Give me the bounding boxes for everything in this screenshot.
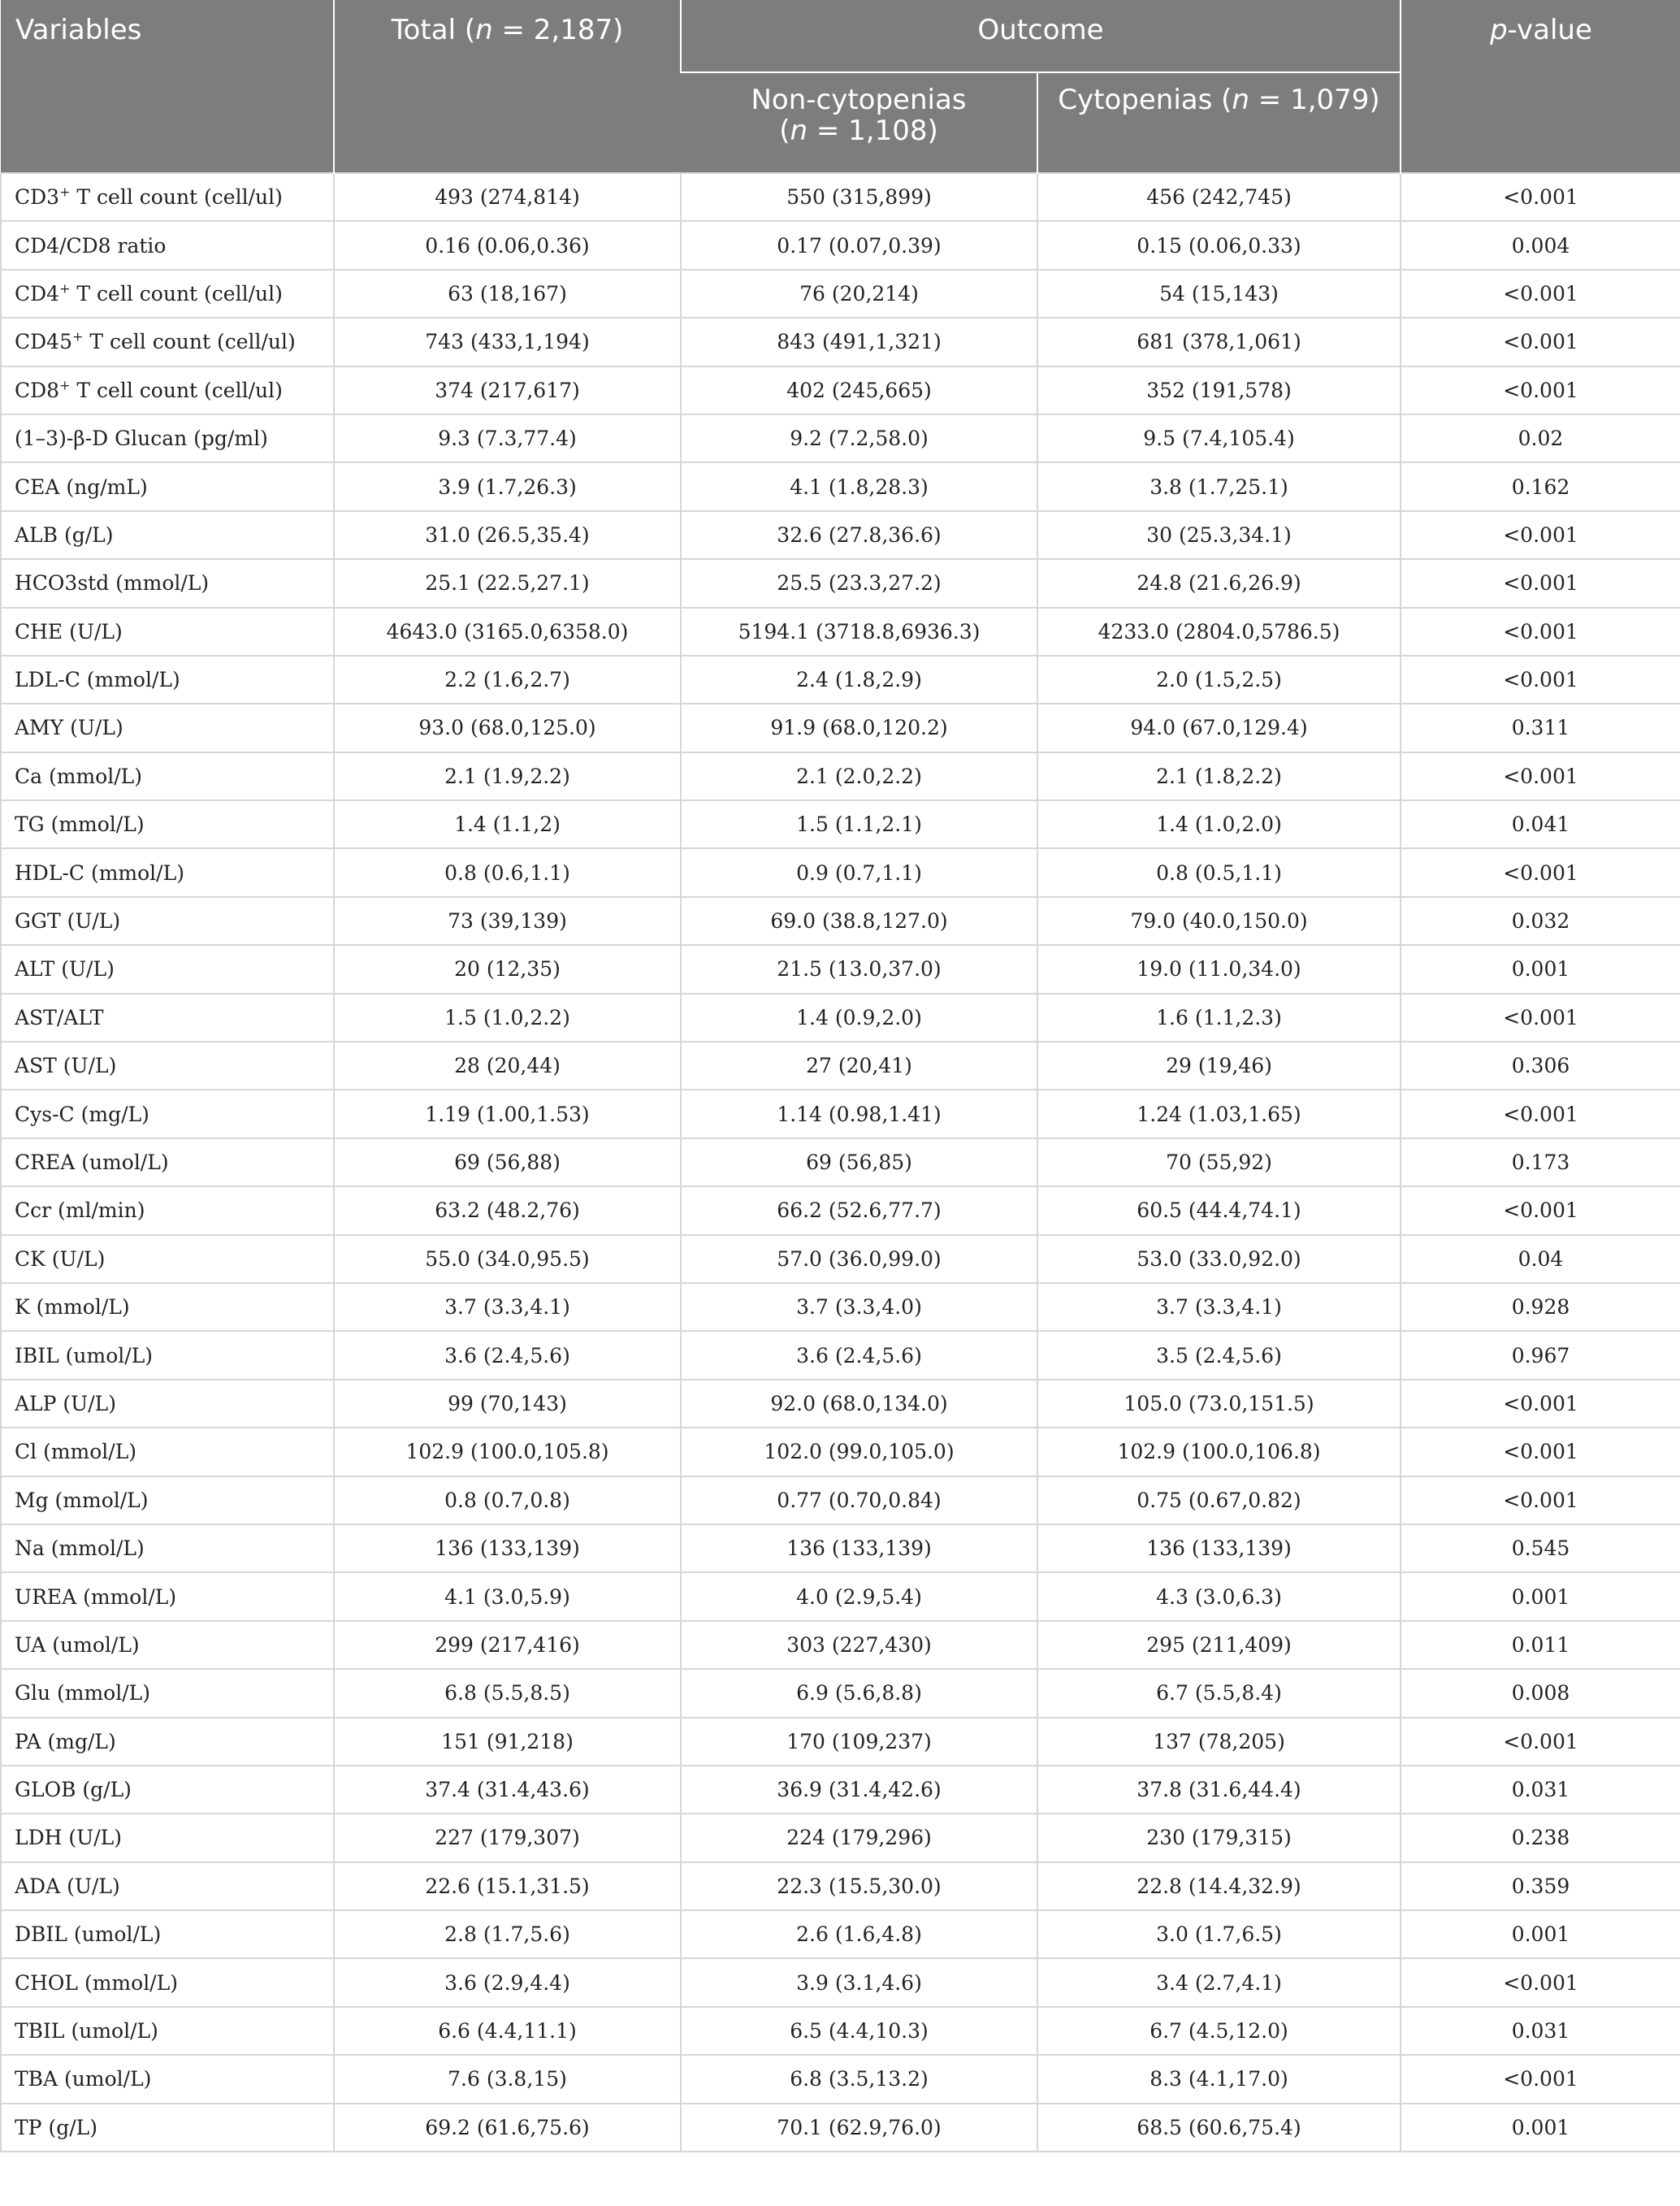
cell-total: 136 (133,139): [334, 1524, 681, 1572]
cell-pvalue: <0.001: [1401, 559, 1680, 607]
cell-cytopenias: 0.8 (0.5,1.1): [1037, 848, 1401, 896]
table-row: [1, 221, 1680, 269]
cell-variable: CD4+ T cell count (cell/ul): [1, 270, 334, 318]
cell-cytopenias: 1.4 (1.0,2.0): [1037, 800, 1401, 848]
cell-total: 102.9 (100.0,105.8): [334, 1428, 681, 1476]
header-outcome: Outcome: [681, 0, 1401, 72]
cell-variable: UA (umol/L): [1, 1621, 334, 1669]
table-row: [1, 1524, 1680, 1572]
cell-non-cytopenias: 2.6 (1.6,4.8): [681, 1910, 1037, 1958]
table-body: [1, 173, 1680, 2152]
cell-non-cytopenias: 6.5 (4.4,10.3): [681, 2007, 1037, 2055]
cell-non-cytopenias: 0.77 (0.70,0.84): [681, 1476, 1037, 1524]
cell-variable: ALT (U/L): [1, 945, 334, 993]
cell-non-cytopenias: 91.9 (68.0,120.2): [681, 704, 1037, 752]
cell-pvalue: 0.001: [1401, 1910, 1680, 1958]
cell-variable: CHE (U/L): [1, 608, 334, 656]
table-row: [1, 2007, 1680, 2055]
cell-total: 1.5 (1.0,2.2): [334, 994, 681, 1042]
cell-pvalue: 0.031: [1401, 1766, 1680, 1814]
cell-total: 9.3 (7.3,77.4): [334, 414, 681, 462]
cell-variable: UREA (mmol/L): [1, 1572, 334, 1620]
cell-cytopenias: 3.5 (2.4,5.6): [1037, 1331, 1401, 1379]
cell-cytopenias: 295 (211,409): [1037, 1621, 1401, 1669]
cell-cytopenias: 19.0 (11.0,34.0): [1037, 945, 1401, 993]
cell-non-cytopenias: 6.8 (3.5,13.2): [681, 2055, 1037, 2103]
cell-non-cytopenias: 3.9 (3.1,4.6): [681, 1958, 1037, 2006]
cell-variable: LDH (U/L): [1, 1814, 334, 1861]
cell-cytopenias: 102.9 (100.0,106.8): [1037, 1428, 1401, 1476]
cell-pvalue: 0.928: [1401, 1283, 1680, 1331]
cell-pvalue: <0.001: [1401, 1186, 1680, 1234]
cell-variable: GLOB (g/L): [1, 1766, 334, 1814]
cell-pvalue: <0.001: [1401, 1428, 1680, 1476]
table-row: [1, 656, 1680, 704]
cell-pvalue: 0.041: [1401, 800, 1680, 848]
cell-cytopenias: 136 (133,139): [1037, 1524, 1401, 1572]
cell-cytopenias: 1.24 (1.03,1.65): [1037, 1090, 1401, 1138]
cell-non-cytopenias: 6.9 (5.6,8.8): [681, 1669, 1037, 1717]
cell-non-cytopenias: 22.3 (15.5,30.0): [681, 1862, 1037, 1910]
cell-pvalue: 0.004: [1401, 221, 1680, 269]
cell-non-cytopenias: 5194.1 (3718.8,6936.3): [681, 608, 1037, 656]
cell-total: 2.8 (1.7,5.6): [334, 1910, 681, 1958]
cell-cytopenias: 0.75 (0.67,0.82): [1037, 1476, 1401, 1524]
cell-cytopenias: 54 (15,143): [1037, 270, 1401, 318]
cell-pvalue: <0.001: [1401, 848, 1680, 896]
cell-variable: CK (U/L): [1, 1235, 334, 1283]
cell-non-cytopenias: 2.4 (1.8,2.9): [681, 656, 1037, 704]
cell-variable: ALP (U/L): [1, 1380, 334, 1428]
cell-variable: LDL-C (mmol/L): [1, 656, 334, 704]
cell-cytopenias: 9.5 (7.4,105.4): [1037, 414, 1401, 462]
table-row: [1, 1862, 1680, 1910]
cell-cytopenias: 6.7 (4.5,12.0): [1037, 2007, 1401, 2055]
cell-non-cytopenias: 70.1 (62.9,76.0): [681, 2104, 1037, 2152]
table-row: [1, 1331, 1680, 1379]
cell-pvalue: 0.031: [1401, 2007, 1680, 2055]
cell-non-cytopenias: 4.1 (1.8,28.3): [681, 462, 1037, 510]
table-row: [1, 848, 1680, 896]
cell-total: 227 (179,307): [334, 1814, 681, 1861]
table-row: [1, 897, 1680, 945]
table-row: [1, 1235, 1680, 1283]
cell-total: 20 (12,35): [334, 945, 681, 993]
table-row: [1, 608, 1680, 656]
cell-variable: AST/ALT: [1, 994, 334, 1042]
cell-pvalue: 0.359: [1401, 1862, 1680, 1910]
cell-cytopenias: 94.0 (67.0,129.4): [1037, 704, 1401, 752]
cell-total: 4643.0 (3165.0,6358.0): [334, 608, 681, 656]
cell-total: 1.4 (1.1,2): [334, 800, 681, 848]
cell-total: 22.6 (15.1,31.5): [334, 1862, 681, 1910]
cell-total: 743 (433,1,194): [334, 318, 681, 366]
cell-non-cytopenias: 4.0 (2.9,5.4): [681, 1572, 1037, 1620]
cell-variable: Glu (mmol/L): [1, 1669, 334, 1717]
cell-total: 3.6 (2.9,4.4): [334, 1958, 681, 2006]
header-non-cytopenias: Non-cytopenias (n = 1,108): [681, 72, 1037, 173]
table-row: [1, 1283, 1680, 1331]
cell-cytopenias: 137 (78,205): [1037, 1718, 1401, 1766]
cell-non-cytopenias: 1.5 (1.1,2.1): [681, 800, 1037, 848]
table-row: [1, 511, 1680, 559]
cell-pvalue: 0.001: [1401, 2104, 1680, 2152]
cell-non-cytopenias: 2.1 (2.0,2.2): [681, 752, 1037, 800]
cell-variable: IBIL (umol/L): [1, 1331, 334, 1379]
table-row: [1, 318, 1680, 366]
cell-cytopenias: 3.7 (3.3,4.1): [1037, 1283, 1401, 1331]
cell-pvalue: <0.001: [1401, 1090, 1680, 1138]
cell-variable: K (mmol/L): [1, 1283, 334, 1331]
table-row: [1, 1814, 1680, 1861]
cell-cytopenias: 2.0 (1.5,2.5): [1037, 656, 1401, 704]
cell-non-cytopenias: 25.5 (23.3,27.2): [681, 559, 1037, 607]
cell-pvalue: <0.001: [1401, 318, 1680, 366]
cell-total: 69 (56,88): [334, 1138, 681, 1186]
cell-variable: CREA (umol/L): [1, 1138, 334, 1186]
table-row: [1, 800, 1680, 848]
cell-non-cytopenias: 57.0 (36.0,99.0): [681, 1235, 1037, 1283]
cell-cytopenias: 681 (378,1,061): [1037, 318, 1401, 366]
cell-variable: Na (mmol/L): [1, 1524, 334, 1572]
table-row: [1, 2104, 1680, 2152]
cell-pvalue: 0.173: [1401, 1138, 1680, 1186]
cell-non-cytopenias: 1.14 (0.98,1.41): [681, 1090, 1037, 1138]
cell-cytopenias: 29 (19,46): [1037, 1042, 1401, 1090]
cell-variable: (1–3)-β-D Glucan (pg/ml): [1, 414, 334, 462]
cell-variable: PA (mg/L): [1, 1718, 334, 1766]
cell-pvalue: <0.001: [1401, 270, 1680, 318]
header-variables: Variables: [1, 0, 334, 173]
table-row: [1, 704, 1680, 752]
cell-total: 299 (217,416): [334, 1621, 681, 1669]
cell-total: 2.2 (1.6,2.7): [334, 656, 681, 704]
table-row: [1, 1669, 1680, 1717]
cell-variable: ALB (g/L): [1, 511, 334, 559]
cell-non-cytopenias: 66.2 (52.6,77.7): [681, 1186, 1037, 1234]
cell-non-cytopenias: 69.0 (38.8,127.0): [681, 897, 1037, 945]
table-row: [1, 173, 1680, 221]
table-row: [1, 1910, 1680, 1958]
cell-non-cytopenias: 27 (20,41): [681, 1042, 1037, 1090]
cell-cytopenias: 70 (55,92): [1037, 1138, 1401, 1186]
table-row: [1, 1621, 1680, 1669]
table-row: [1, 1380, 1680, 1428]
cell-total: 3.7 (3.3,4.1): [334, 1283, 681, 1331]
cell-cytopenias: 8.3 (4.1,17.0): [1037, 2055, 1401, 2103]
cell-total: 93.0 (68.0,125.0): [334, 704, 681, 752]
cell-total: 3.6 (2.4,5.6): [334, 1331, 681, 1379]
cell-total: 28 (20,44): [334, 1042, 681, 1090]
cell-pvalue: 0.967: [1401, 1331, 1680, 1379]
cell-total: 63.2 (48.2,76): [334, 1186, 681, 1234]
cell-variable: TBIL (umol/L): [1, 2007, 334, 2055]
table-row: [1, 752, 1680, 800]
cell-pvalue: <0.001: [1401, 608, 1680, 656]
table-row: [1, 1090, 1680, 1138]
cell-non-cytopenias: 76 (20,214): [681, 270, 1037, 318]
cell-total: 6.6 (4.4,11.1): [334, 2007, 681, 2055]
cell-total: 37.4 (31.4,43.6): [334, 1766, 681, 1814]
cell-total: 63 (18,167): [334, 270, 681, 318]
table-row: [1, 270, 1680, 318]
cell-cytopenias: 0.15 (0.06,0.33): [1037, 221, 1401, 269]
table-row: [1, 1138, 1680, 1186]
cell-variable: CEA (ng/mL): [1, 462, 334, 510]
cell-non-cytopenias: 1.4 (0.9,2.0): [681, 994, 1037, 1042]
cell-non-cytopenias: 3.6 (2.4,5.6): [681, 1331, 1037, 1379]
cell-pvalue: 0.001: [1401, 1572, 1680, 1620]
table-row: [1, 462, 1680, 510]
cell-cytopenias: 230 (179,315): [1037, 1814, 1401, 1861]
cell-total: 0.8 (0.6,1.1): [334, 848, 681, 896]
cell-non-cytopenias: 136 (133,139): [681, 1524, 1037, 1572]
table-row: [1, 1958, 1680, 2006]
cell-cytopenias: 30 (25.3,34.1): [1037, 511, 1401, 559]
cell-total: 4.1 (3.0,5.9): [334, 1572, 681, 1620]
cell-variable: AST (U/L): [1, 1042, 334, 1090]
cell-pvalue: 0.238: [1401, 1814, 1680, 1861]
table-row: [1, 1572, 1680, 1620]
cell-non-cytopenias: 0.9 (0.7,1.1): [681, 848, 1037, 896]
header-total: Total (n = 2,187): [334, 0, 681, 173]
cell-non-cytopenias: 69 (56,85): [681, 1138, 1037, 1186]
cell-cytopenias: 6.7 (5.5,8.4): [1037, 1669, 1401, 1717]
table-row: [1, 414, 1680, 462]
cell-non-cytopenias: 21.5 (13.0,37.0): [681, 945, 1037, 993]
cell-pvalue: <0.001: [1401, 994, 1680, 1042]
cell-non-cytopenias: 92.0 (68.0,134.0): [681, 1380, 1037, 1428]
cell-pvalue: 0.545: [1401, 1524, 1680, 1572]
cell-non-cytopenias: 550 (315,899): [681, 173, 1037, 221]
cell-non-cytopenias: 32.6 (27.8,36.6): [681, 511, 1037, 559]
cell-cytopenias: 60.5 (44.4,74.1): [1037, 1186, 1401, 1234]
cell-variable: Ccr (ml/min): [1, 1186, 334, 1234]
cell-cytopenias: 4.3 (3.0,6.3): [1037, 1572, 1401, 1620]
cell-pvalue: 0.306: [1401, 1042, 1680, 1090]
cell-cytopenias: 53.0 (33.0,92.0): [1037, 1235, 1401, 1283]
cell-total: 73 (39,139): [334, 897, 681, 945]
table-row: [1, 945, 1680, 993]
cell-variable: HCO3std (mmol/L): [1, 559, 334, 607]
cell-variable: GGT (U/L): [1, 897, 334, 945]
cell-cytopenias: 3.8 (1.7,25.1): [1037, 462, 1401, 510]
cell-cytopenias: 456 (242,745): [1037, 173, 1401, 221]
cell-pvalue: <0.001: [1401, 752, 1680, 800]
cell-cytopenias: 1.6 (1.1,2.3): [1037, 994, 1401, 1042]
cell-total: 151 (91,218): [334, 1718, 681, 1766]
cell-total: 7.6 (3.8,15): [334, 2055, 681, 2103]
cell-pvalue: 0.032: [1401, 897, 1680, 945]
cell-pvalue: <0.001: [1401, 1380, 1680, 1428]
cell-total: 1.19 (1.00,1.53): [334, 1090, 681, 1138]
cell-total: 2.1 (1.9,2.2): [334, 752, 681, 800]
header-cytopenias: Cytopenias (n = 1,079): [1037, 72, 1401, 173]
table-row: [1, 1718, 1680, 1766]
cell-variable: Ca (mmol/L): [1, 752, 334, 800]
cell-cytopenias: 24.8 (21.6,26.9): [1037, 559, 1401, 607]
cell-pvalue: <0.001: [1401, 1476, 1680, 1524]
cell-total: 493 (274,814): [334, 173, 681, 221]
cell-pvalue: 0.001: [1401, 945, 1680, 993]
cell-variable: Cl (mmol/L): [1, 1428, 334, 1476]
table-row: [1, 1428, 1680, 1476]
table-row: [1, 1476, 1680, 1524]
cell-pvalue: <0.001: [1401, 656, 1680, 704]
cell-pvalue: 0.311: [1401, 704, 1680, 752]
cell-variable: Mg (mmol/L): [1, 1476, 334, 1524]
table-header: [1, 0, 1680, 173]
header-pvalue: p-value: [1401, 0, 1680, 173]
table-row: [1, 1042, 1680, 1090]
table-row: [1, 366, 1680, 414]
cell-total: 374 (217,617): [334, 366, 681, 414]
cell-pvalue: 0.008: [1401, 1669, 1680, 1717]
cell-total: 31.0 (26.5,35.4): [334, 511, 681, 559]
cell-pvalue: <0.001: [1401, 1958, 1680, 2006]
table-row: [1, 994, 1680, 1042]
cell-pvalue: 0.011: [1401, 1621, 1680, 1669]
cell-variable: TP (g/L): [1, 2104, 334, 2152]
cell-cytopenias: 22.8 (14.4,32.9): [1037, 1862, 1401, 1910]
cell-variable: CD4/CD8 ratio: [1, 221, 334, 269]
cell-pvalue: <0.001: [1401, 2055, 1680, 2103]
cell-variable: CHOL (mmol/L): [1, 1958, 334, 2006]
cell-cytopenias: 4233.0 (2804.0,5786.5): [1037, 608, 1401, 656]
cell-cytopenias: 105.0 (73.0,151.5): [1037, 1380, 1401, 1428]
cell-non-cytopenias: 36.9 (31.4,42.6): [681, 1766, 1037, 1814]
cell-variable: CD8+ T cell count (cell/ul): [1, 366, 334, 414]
cell-variable: AMY (U/L): [1, 704, 334, 752]
cell-variable: TBA (umol/L): [1, 2055, 334, 2103]
cell-variable: CD3+ T cell count (cell/ul): [1, 173, 334, 221]
table-row: [1, 559, 1680, 607]
cell-non-cytopenias: 102.0 (99.0,105.0): [681, 1428, 1037, 1476]
cell-non-cytopenias: 303 (227,430): [681, 1621, 1037, 1669]
cell-pvalue: 0.02: [1401, 414, 1680, 462]
cell-non-cytopenias: 9.2 (7.2,58.0): [681, 414, 1037, 462]
cell-total: 0.16 (0.06,0.36): [334, 221, 681, 269]
table-row: [1, 1186, 1680, 1234]
cell-pvalue: <0.001: [1401, 511, 1680, 559]
cell-cytopenias: 79.0 (40.0,150.0): [1037, 897, 1401, 945]
cell-cytopenias: 37.8 (31.6,44.4): [1037, 1766, 1401, 1814]
cell-total: 3.9 (1.7,26.3): [334, 462, 681, 510]
cell-total: 0.8 (0.7,0.8): [334, 1476, 681, 1524]
cell-cytopenias: 2.1 (1.8,2.2): [1037, 752, 1401, 800]
cell-total: 69.2 (61.6,75.6): [334, 2104, 681, 2152]
cell-variable: CD45+ T cell count (cell/ul): [1, 318, 334, 366]
cell-pvalue: <0.001: [1401, 173, 1680, 221]
cell-cytopenias: 3.0 (1.7,6.5): [1037, 1910, 1401, 1958]
cell-non-cytopenias: 402 (245,665): [681, 366, 1037, 414]
cell-pvalue: 0.162: [1401, 462, 1680, 510]
table-row: [1, 2055, 1680, 2103]
cell-total: 99 (70,143): [334, 1380, 681, 1428]
cell-cytopenias: 68.5 (60.6,75.4): [1037, 2104, 1401, 2152]
cell-cytopenias: 352 (191,578): [1037, 366, 1401, 414]
cell-pvalue: <0.001: [1401, 1718, 1680, 1766]
cell-variable: ADA (U/L): [1, 1862, 334, 1910]
cell-non-cytopenias: 224 (179,296): [681, 1814, 1037, 1861]
cell-total: 55.0 (34.0,95.5): [334, 1235, 681, 1283]
cell-non-cytopenias: 843 (491,1,321): [681, 318, 1037, 366]
cell-non-cytopenias: 0.17 (0.07,0.39): [681, 221, 1037, 269]
cell-variable: HDL-C (mmol/L): [1, 848, 334, 896]
table-row: [1, 1766, 1680, 1814]
cell-non-cytopenias: 170 (109,237): [681, 1718, 1037, 1766]
cell-pvalue: 0.04: [1401, 1235, 1680, 1283]
cell-cytopenias: 3.4 (2.7,4.1): [1037, 1958, 1401, 2006]
cell-pvalue: <0.001: [1401, 366, 1680, 414]
cell-variable: Cys-C (mg/L): [1, 1090, 334, 1138]
cell-non-cytopenias: 3.7 (3.3,4.0): [681, 1283, 1037, 1331]
cell-variable: DBIL (umol/L): [1, 1910, 334, 1958]
cell-total: 25.1 (22.5,27.1): [334, 559, 681, 607]
cell-total: 6.8 (5.5,8.5): [334, 1669, 681, 1717]
cell-variable: TG (mmol/L): [1, 800, 334, 848]
